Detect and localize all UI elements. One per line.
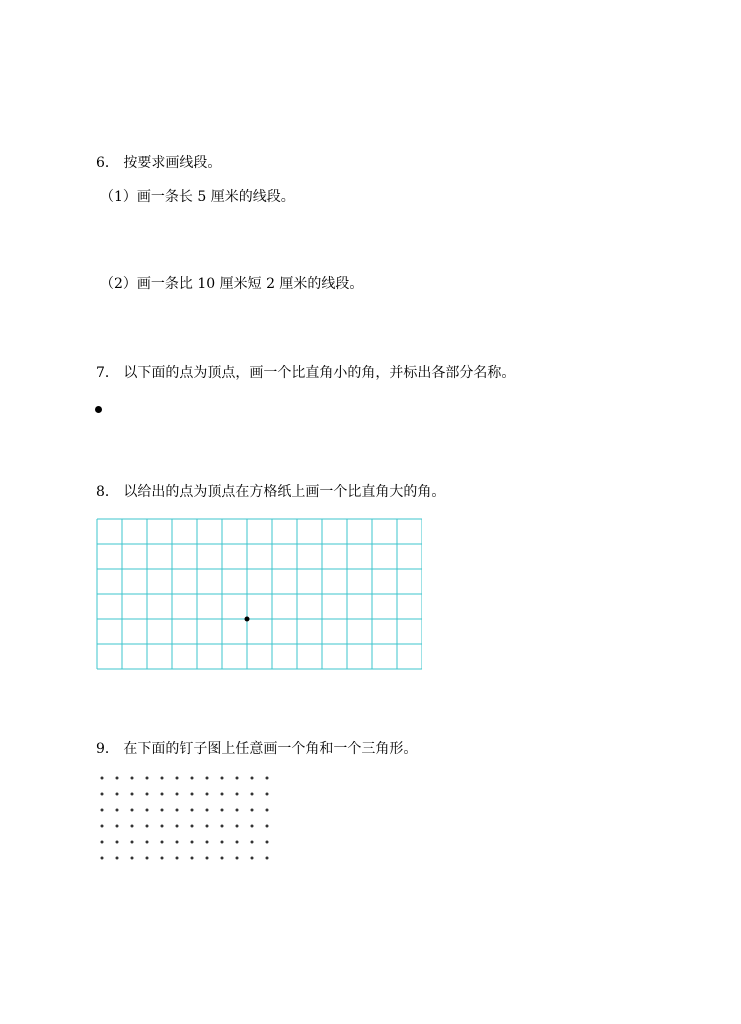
peg-dot bbox=[101, 857, 104, 860]
peg-dot bbox=[116, 809, 119, 812]
peg-dot bbox=[266, 793, 269, 796]
peg-dot bbox=[266, 857, 269, 860]
peg-dot bbox=[116, 777, 119, 780]
peg-dot bbox=[101, 841, 104, 844]
peg-dot bbox=[101, 809, 104, 812]
peg-dot bbox=[161, 841, 164, 844]
peg-dot bbox=[236, 857, 239, 860]
peg-dot bbox=[131, 857, 134, 860]
vertex-point bbox=[95, 406, 102, 413]
peg-dot bbox=[161, 793, 164, 796]
peg-dot bbox=[176, 777, 179, 780]
peg-dot bbox=[131, 793, 134, 796]
peg-dot bbox=[131, 825, 134, 828]
peg-dot bbox=[251, 793, 254, 796]
peg-dot bbox=[236, 809, 239, 812]
peg-dot bbox=[176, 857, 179, 860]
peg-dot bbox=[236, 793, 239, 796]
peg-dot bbox=[251, 841, 254, 844]
peg-dot bbox=[161, 857, 164, 860]
peg-dot bbox=[116, 793, 119, 796]
question-6-part-2: （2）画一条比 10 厘米短 2 厘米的线段。 bbox=[100, 276, 364, 292]
peg-dot bbox=[191, 825, 194, 828]
peg-dot bbox=[146, 825, 149, 828]
peg-dot bbox=[236, 841, 239, 844]
peg-dot bbox=[251, 809, 254, 812]
peg-dot bbox=[251, 777, 254, 780]
peg-dot bbox=[146, 841, 149, 844]
peg-dot bbox=[251, 825, 254, 828]
peg-dot bbox=[146, 857, 149, 860]
pegboard bbox=[96, 772, 276, 864]
peg-dot bbox=[266, 809, 269, 812]
peg-dot bbox=[191, 793, 194, 796]
question-6-part-1: （1）画一条长 5 厘米的线段。 bbox=[100, 189, 295, 205]
peg-dot bbox=[101, 793, 104, 796]
peg-dot bbox=[206, 841, 209, 844]
peg-dot bbox=[206, 857, 209, 860]
peg-dot bbox=[221, 809, 224, 812]
question-9-title: 9． 在下面的钉子图上任意画一个角和一个三角形。 bbox=[96, 741, 418, 757]
peg-dot bbox=[221, 825, 224, 828]
peg-dot bbox=[161, 809, 164, 812]
peg-dot bbox=[176, 809, 179, 812]
peg-dot bbox=[161, 777, 164, 780]
peg-dot bbox=[146, 777, 149, 780]
question-7-title: 7． 以下面的点为顶点，画一个比直角小的角，并标出各部分名称。 bbox=[96, 365, 516, 381]
peg-dot bbox=[176, 841, 179, 844]
peg-dot bbox=[236, 777, 239, 780]
peg-dot bbox=[221, 793, 224, 796]
peg-dot bbox=[191, 841, 194, 844]
peg-dot bbox=[206, 809, 209, 812]
peg-dot bbox=[206, 777, 209, 780]
peg-dot bbox=[146, 809, 149, 812]
peg-dot bbox=[191, 777, 194, 780]
question-6-title: 6． 按要求画线段。 bbox=[96, 155, 222, 171]
peg-dot bbox=[266, 825, 269, 828]
peg-dot bbox=[236, 825, 239, 828]
peg-dot bbox=[176, 825, 179, 828]
peg-dot bbox=[176, 793, 179, 796]
peg-dot bbox=[191, 809, 194, 812]
peg-dot bbox=[206, 825, 209, 828]
grid-paper-svg bbox=[96, 518, 422, 670]
peg-dot bbox=[101, 777, 104, 780]
peg-dot bbox=[221, 857, 224, 860]
grid-vertex-point bbox=[245, 617, 250, 622]
peg-dot bbox=[191, 857, 194, 860]
peg-dot bbox=[131, 809, 134, 812]
peg-dot bbox=[221, 841, 224, 844]
question-8-title: 8． 以给出的点为顶点在方格纸上画一个比直角大的角。 bbox=[96, 484, 446, 500]
peg-dot bbox=[146, 793, 149, 796]
peg-dot bbox=[266, 841, 269, 844]
peg-dot bbox=[266, 777, 269, 780]
peg-dot bbox=[131, 841, 134, 844]
grid-paper bbox=[96, 518, 422, 670]
peg-dot bbox=[116, 825, 119, 828]
peg-dot bbox=[131, 777, 134, 780]
peg-dot bbox=[101, 825, 104, 828]
peg-dot bbox=[206, 793, 209, 796]
pegboard-svg bbox=[96, 772, 276, 864]
peg-dot bbox=[116, 857, 119, 860]
peg-dot bbox=[116, 841, 119, 844]
peg-dot bbox=[221, 777, 224, 780]
peg-dot bbox=[251, 857, 254, 860]
peg-dot bbox=[161, 825, 164, 828]
